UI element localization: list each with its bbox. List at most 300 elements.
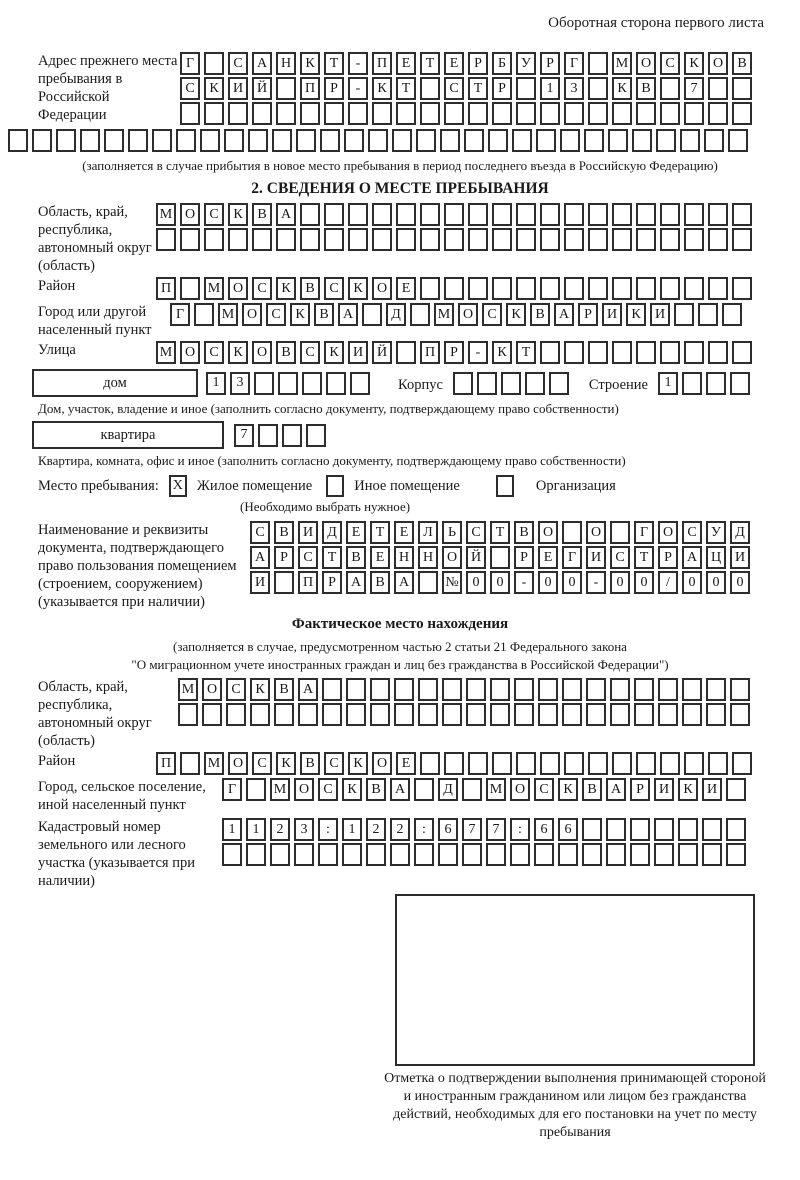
char-cell[interactable]: [684, 341, 704, 364]
char-cell[interactable]: К: [290, 303, 310, 326]
char-cell[interactable]: 0: [682, 571, 702, 594]
char-cell[interactable]: [228, 102, 248, 125]
char-cell[interactable]: С: [318, 778, 338, 801]
char-cell[interactable]: [222, 843, 242, 866]
char-cell[interactable]: [370, 703, 390, 726]
char-cell[interactable]: -: [348, 52, 368, 75]
char-cell[interactable]: [732, 203, 752, 226]
char-cell[interactable]: [726, 818, 746, 841]
char-cell[interactable]: [708, 77, 728, 100]
char-cell[interactable]: [372, 102, 392, 125]
char-cell[interactable]: И: [228, 77, 248, 100]
char-cell[interactable]: [324, 102, 344, 125]
char-cell[interactable]: В: [274, 521, 294, 544]
char-cell[interactable]: [394, 678, 414, 701]
char-cell[interactable]: [726, 778, 746, 801]
char-cell[interactable]: [152, 129, 172, 152]
char-cell[interactable]: К: [506, 303, 526, 326]
char-cell[interactable]: И: [298, 521, 318, 544]
char-cell[interactable]: [612, 203, 632, 226]
char-cell[interactable]: К: [276, 752, 296, 775]
char-cell[interactable]: [654, 818, 674, 841]
char-cell[interactable]: М: [270, 778, 290, 801]
char-cell[interactable]: Р: [322, 571, 342, 594]
char-cell[interactable]: [732, 752, 752, 775]
char-cell[interactable]: [730, 678, 750, 701]
char-cell[interactable]: [228, 228, 248, 251]
char-cell[interactable]: В: [582, 778, 602, 801]
char-cell[interactable]: [728, 129, 748, 152]
char-cell[interactable]: О: [228, 752, 248, 775]
char-cell[interactable]: [660, 277, 680, 300]
char-cell[interactable]: 0: [490, 571, 510, 594]
char-cell[interactable]: [636, 341, 656, 364]
char-cell[interactable]: [324, 228, 344, 251]
char-cell[interactable]: [732, 228, 752, 251]
char-cell[interactable]: 1: [540, 77, 560, 100]
char-cell[interactable]: [549, 372, 569, 395]
char-cell[interactable]: Р: [578, 303, 598, 326]
char-cell[interactable]: [324, 203, 344, 226]
char-cell[interactable]: [348, 203, 368, 226]
char-cell[interactable]: С: [226, 678, 246, 701]
char-cell[interactable]: Е: [370, 546, 390, 569]
char-cell[interactable]: [224, 129, 244, 152]
char-cell[interactable]: А: [682, 546, 702, 569]
char-cell[interactable]: И: [650, 303, 670, 326]
char-cell[interactable]: [276, 228, 296, 251]
char-cell[interactable]: Г: [222, 778, 242, 801]
char-cell[interactable]: С: [266, 303, 286, 326]
char-cell[interactable]: [708, 341, 728, 364]
char-cell[interactable]: [708, 102, 728, 125]
char-cell[interactable]: К: [276, 277, 296, 300]
char-cell[interactable]: [630, 843, 650, 866]
char-cell[interactable]: [606, 818, 626, 841]
char-cell[interactable]: С: [250, 521, 270, 544]
char-cell[interactable]: А: [606, 778, 626, 801]
char-cell[interactable]: [612, 102, 632, 125]
char-cell[interactable]: [564, 228, 584, 251]
char-cell[interactable]: А: [252, 52, 272, 75]
char-cell[interactable]: О: [636, 52, 656, 75]
char-cell[interactable]: [390, 843, 410, 866]
char-cell[interactable]: С: [252, 277, 272, 300]
char-cell[interactable]: [684, 228, 704, 251]
char-cell[interactable]: С: [324, 752, 344, 775]
char-cell[interactable]: [656, 129, 676, 152]
char-cell[interactable]: О: [180, 341, 200, 364]
char-cell[interactable]: К: [684, 52, 704, 75]
char-cell[interactable]: С: [300, 341, 320, 364]
char-cell[interactable]: О: [228, 277, 248, 300]
char-cell[interactable]: [684, 102, 704, 125]
char-cell[interactable]: Т: [516, 341, 536, 364]
char-cell[interactable]: [540, 752, 560, 775]
char-cell[interactable]: [462, 843, 482, 866]
char-cell[interactable]: [684, 277, 704, 300]
char-cell[interactable]: Б: [492, 52, 512, 75]
char-cell[interactable]: П: [156, 277, 176, 300]
char-cell[interactable]: [588, 752, 608, 775]
char-cell[interactable]: [540, 203, 560, 226]
char-cell[interactable]: -: [348, 77, 368, 100]
char-cell[interactable]: [204, 102, 224, 125]
char-cell[interactable]: -: [514, 571, 534, 594]
char-cell[interactable]: [8, 129, 28, 152]
char-cell[interactable]: [634, 703, 654, 726]
char-cell[interactable]: [558, 843, 578, 866]
char-cell[interactable]: И: [586, 546, 606, 569]
char-cell[interactable]: [492, 203, 512, 226]
char-cell[interactable]: И: [702, 778, 722, 801]
char-cell[interactable]: [368, 129, 388, 152]
char-cell[interactable]: [396, 228, 416, 251]
char-cell[interactable]: О: [242, 303, 262, 326]
char-cell[interactable]: Л: [418, 521, 438, 544]
char-cell[interactable]: П: [420, 341, 440, 364]
char-cell[interactable]: [272, 129, 292, 152]
char-cell[interactable]: А: [390, 778, 410, 801]
char-cell[interactable]: [176, 129, 196, 152]
char-cell[interactable]: [722, 303, 742, 326]
char-cell[interactable]: [562, 678, 582, 701]
char-cell[interactable]: М: [156, 203, 176, 226]
char-cell[interactable]: Й: [252, 77, 272, 100]
char-cell[interactable]: С: [466, 521, 486, 544]
char-cell[interactable]: В: [636, 77, 656, 100]
char-cell[interactable]: [660, 203, 680, 226]
char-cell[interactable]: Е: [396, 277, 416, 300]
char-cell[interactable]: [444, 228, 464, 251]
char-cell[interactable]: [612, 752, 632, 775]
char-cell[interactable]: К: [612, 77, 632, 100]
char-cell[interactable]: [732, 102, 752, 125]
char-cell[interactable]: [318, 843, 338, 866]
char-cell[interactable]: Й: [372, 341, 392, 364]
char-cell[interactable]: М: [434, 303, 454, 326]
char-cell[interactable]: [254, 372, 274, 395]
char-cell[interactable]: [562, 521, 582, 544]
char-cell[interactable]: [466, 678, 486, 701]
char-cell[interactable]: Т: [396, 77, 416, 100]
char-cell[interactable]: 2: [366, 818, 386, 841]
char-cell[interactable]: [540, 341, 560, 364]
char-cell[interactable]: [274, 571, 294, 594]
char-cell[interactable]: 2: [270, 818, 290, 841]
char-cell[interactable]: [56, 129, 76, 152]
char-cell[interactable]: К: [300, 52, 320, 75]
char-cell[interactable]: [674, 303, 694, 326]
char-cell[interactable]: [632, 129, 652, 152]
char-cell[interactable]: Т: [420, 52, 440, 75]
char-cell[interactable]: [610, 703, 630, 726]
char-cell[interactable]: [464, 129, 484, 152]
char-cell[interactable]: [682, 372, 702, 395]
confirmation-stamp-box[interactable]: [395, 894, 755, 1066]
char-cell[interactable]: [204, 52, 224, 75]
char-cell[interactable]: [477, 372, 497, 395]
char-cell[interactable]: [682, 678, 702, 701]
char-cell[interactable]: [612, 341, 632, 364]
char-cell[interactable]: 7: [486, 818, 506, 841]
char-cell[interactable]: [490, 546, 510, 569]
char-cell[interactable]: [178, 703, 198, 726]
char-cell[interactable]: К: [372, 77, 392, 100]
char-cell[interactable]: [660, 77, 680, 100]
char-cell[interactable]: [658, 678, 678, 701]
char-cell[interactable]: [420, 228, 440, 251]
char-cell[interactable]: [588, 277, 608, 300]
char-cell[interactable]: Т: [468, 77, 488, 100]
char-cell[interactable]: [104, 129, 124, 152]
char-cell[interactable]: [630, 818, 650, 841]
char-cell[interactable]: [276, 77, 296, 100]
char-cell[interactable]: О: [252, 341, 272, 364]
char-cell[interactable]: [514, 703, 534, 726]
char-cell[interactable]: К: [204, 77, 224, 100]
char-cell[interactable]: [252, 228, 272, 251]
char-cell[interactable]: [636, 752, 656, 775]
char-cell[interactable]: [302, 372, 322, 395]
char-cell[interactable]: С: [298, 546, 318, 569]
char-cell[interactable]: [538, 703, 558, 726]
char-cell[interactable]: [702, 843, 722, 866]
char-cell[interactable]: [582, 843, 602, 866]
char-cell[interactable]: [560, 129, 580, 152]
char-cell[interactable]: Е: [444, 52, 464, 75]
char-cell[interactable]: О: [510, 778, 530, 801]
char-cell[interactable]: К: [492, 341, 512, 364]
char-cell[interactable]: [246, 843, 266, 866]
char-cell[interactable]: Е: [394, 521, 414, 544]
char-cell[interactable]: [300, 203, 320, 226]
char-cell[interactable]: [708, 277, 728, 300]
organization-checkbox[interactable]: [496, 475, 514, 497]
char-cell[interactable]: [250, 703, 270, 726]
char-cell[interactable]: [512, 129, 532, 152]
char-cell[interactable]: Р: [274, 546, 294, 569]
char-cell[interactable]: 0: [562, 571, 582, 594]
char-cell[interactable]: Ц: [706, 546, 726, 569]
char-cell[interactable]: С: [228, 52, 248, 75]
char-cell[interactable]: [516, 203, 536, 226]
char-cell[interactable]: [320, 129, 340, 152]
char-cell[interactable]: [418, 703, 438, 726]
char-cell[interactable]: [534, 843, 554, 866]
char-cell[interactable]: [202, 703, 222, 726]
char-cell[interactable]: 1: [658, 372, 678, 395]
char-cell[interactable]: Т: [322, 546, 342, 569]
char-cell[interactable]: Р: [514, 546, 534, 569]
char-cell[interactable]: 1: [246, 818, 266, 841]
char-cell[interactable]: И: [654, 778, 674, 801]
char-cell[interactable]: [492, 277, 512, 300]
char-cell[interactable]: О: [538, 521, 558, 544]
char-cell[interactable]: [660, 228, 680, 251]
char-cell[interactable]: С: [324, 277, 344, 300]
char-cell[interactable]: [486, 843, 506, 866]
char-cell[interactable]: Г: [564, 52, 584, 75]
char-cell[interactable]: М: [486, 778, 506, 801]
char-cell[interactable]: [442, 678, 462, 701]
char-cell[interactable]: [540, 277, 560, 300]
char-cell[interactable]: [658, 703, 678, 726]
char-cell[interactable]: Ь: [442, 521, 462, 544]
char-cell[interactable]: [732, 277, 752, 300]
char-cell[interactable]: [80, 129, 100, 152]
char-cell[interactable]: В: [314, 303, 334, 326]
char-cell[interactable]: :: [510, 818, 530, 841]
char-cell[interactable]: [608, 129, 628, 152]
char-cell[interactable]: №: [442, 571, 462, 594]
char-cell[interactable]: [540, 102, 560, 125]
char-cell[interactable]: С: [444, 77, 464, 100]
char-cell[interactable]: 0: [634, 571, 654, 594]
char-cell[interactable]: [636, 228, 656, 251]
char-cell[interactable]: П: [156, 752, 176, 775]
char-cell[interactable]: В: [274, 678, 294, 701]
char-cell[interactable]: О: [658, 521, 678, 544]
char-cell[interactable]: [678, 818, 698, 841]
char-cell[interactable]: [634, 678, 654, 701]
char-cell[interactable]: [564, 341, 584, 364]
char-cell[interactable]: К: [348, 277, 368, 300]
char-cell[interactable]: [226, 703, 246, 726]
char-cell[interactable]: Д: [322, 521, 342, 544]
char-cell[interactable]: 7: [684, 77, 704, 100]
char-cell[interactable]: [588, 341, 608, 364]
char-cell[interactable]: 6: [438, 818, 458, 841]
char-cell[interactable]: [346, 703, 366, 726]
char-cell[interactable]: Е: [538, 546, 558, 569]
char-cell[interactable]: [706, 703, 726, 726]
char-cell[interactable]: М: [204, 277, 224, 300]
char-cell[interactable]: [392, 129, 412, 152]
char-cell[interactable]: [680, 129, 700, 152]
char-cell[interactable]: [362, 303, 382, 326]
char-cell[interactable]: А: [394, 571, 414, 594]
char-cell[interactable]: П: [300, 77, 320, 100]
char-cell[interactable]: И: [348, 341, 368, 364]
char-cell[interactable]: [706, 678, 726, 701]
char-cell[interactable]: С: [204, 203, 224, 226]
char-cell[interactable]: [562, 703, 582, 726]
char-cell[interactable]: О: [180, 203, 200, 226]
char-cell[interactable]: В: [300, 752, 320, 775]
char-cell[interactable]: Д: [386, 303, 406, 326]
char-cell[interactable]: [732, 77, 752, 100]
char-cell[interactable]: [708, 203, 728, 226]
char-cell[interactable]: Н: [394, 546, 414, 569]
char-cell[interactable]: [525, 372, 545, 395]
char-cell[interactable]: Д: [438, 778, 458, 801]
char-cell[interactable]: [660, 341, 680, 364]
char-cell[interactable]: А: [250, 546, 270, 569]
char-cell[interactable]: [610, 521, 630, 544]
char-cell[interactable]: Т: [490, 521, 510, 544]
char-cell[interactable]: [564, 203, 584, 226]
char-cell[interactable]: [708, 228, 728, 251]
char-cell[interactable]: М: [178, 678, 198, 701]
char-cell[interactable]: 0: [730, 571, 750, 594]
char-cell[interactable]: [698, 303, 718, 326]
char-cell[interactable]: [420, 752, 440, 775]
char-cell[interactable]: [490, 678, 510, 701]
char-cell[interactable]: 6: [558, 818, 578, 841]
char-cell[interactable]: [660, 102, 680, 125]
char-cell[interactable]: [396, 341, 416, 364]
char-cell[interactable]: [510, 843, 530, 866]
char-cell[interactable]: Д: [730, 521, 750, 544]
char-cell[interactable]: [678, 843, 698, 866]
char-cell[interactable]: [298, 703, 318, 726]
char-cell[interactable]: [370, 678, 390, 701]
char-cell[interactable]: [418, 678, 438, 701]
char-cell[interactable]: А: [346, 571, 366, 594]
char-cell[interactable]: К: [626, 303, 646, 326]
residential-checkbox[interactable]: X: [169, 475, 187, 497]
char-cell[interactable]: Р: [324, 77, 344, 100]
char-cell[interactable]: М: [612, 52, 632, 75]
char-cell[interactable]: Н: [276, 52, 296, 75]
char-cell[interactable]: [514, 678, 534, 701]
char-cell[interactable]: А: [554, 303, 574, 326]
char-cell[interactable]: Р: [630, 778, 650, 801]
char-cell[interactable]: [564, 752, 584, 775]
char-cell[interactable]: К: [250, 678, 270, 701]
char-cell[interactable]: К: [228, 203, 248, 226]
char-cell[interactable]: [540, 228, 560, 251]
char-cell[interactable]: Е: [396, 52, 416, 75]
char-cell[interactable]: 1: [222, 818, 242, 841]
char-cell[interactable]: [194, 303, 214, 326]
char-cell[interactable]: С: [660, 52, 680, 75]
char-cell[interactable]: [660, 752, 680, 775]
char-cell[interactable]: 3: [294, 818, 314, 841]
char-cell[interactable]: [300, 102, 320, 125]
char-cell[interactable]: Р: [468, 52, 488, 75]
char-cell[interactable]: [414, 778, 434, 801]
char-cell[interactable]: В: [346, 546, 366, 569]
char-cell[interactable]: [342, 843, 362, 866]
char-cell[interactable]: Н: [418, 546, 438, 569]
char-cell[interactable]: Е: [346, 521, 366, 544]
char-cell[interactable]: [344, 129, 364, 152]
char-cell[interactable]: [588, 52, 608, 75]
char-cell[interactable]: О: [294, 778, 314, 801]
char-cell[interactable]: Т: [370, 521, 390, 544]
char-cell[interactable]: К: [228, 341, 248, 364]
char-cell[interactable]: [468, 228, 488, 251]
char-cell[interactable]: [588, 228, 608, 251]
char-cell[interactable]: Г: [180, 52, 200, 75]
char-cell[interactable]: [348, 102, 368, 125]
char-cell[interactable]: [420, 277, 440, 300]
char-cell[interactable]: [372, 203, 392, 226]
char-cell[interactable]: А: [276, 203, 296, 226]
char-cell[interactable]: [453, 372, 473, 395]
char-cell[interactable]: 7: [234, 424, 254, 447]
char-cell[interactable]: [246, 778, 266, 801]
char-cell[interactable]: :: [318, 818, 338, 841]
char-cell[interactable]: [180, 228, 200, 251]
char-cell[interactable]: :: [414, 818, 434, 841]
char-cell[interactable]: [32, 129, 52, 152]
char-cell[interactable]: [294, 843, 314, 866]
char-cell[interactable]: [606, 843, 626, 866]
char-cell[interactable]: [516, 102, 536, 125]
